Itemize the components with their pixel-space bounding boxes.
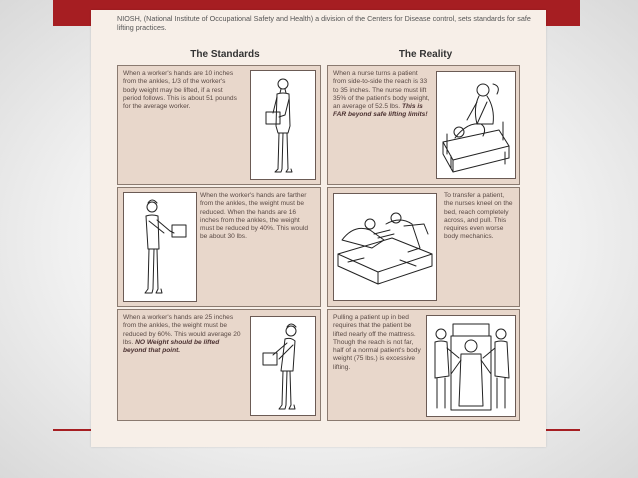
standard-text-3-plain: When a worker's hands are 25 inches from the ankles, the weight must be reduced by 60%. This would average 20 lbs. (123, 314, 241, 346)
worker-bending-forward-illustration (250, 316, 316, 416)
reality-text-1-emphasis: This is FAR beyond safe lifting limits! (333, 103, 428, 119)
reality-text-2: To transfer a patient, the nurses kneel on the bed, reach completely across, and pull. This requires even worse body mechanics. (444, 192, 513, 241)
nurses-kneeling-on-bed-illustration (333, 193, 437, 301)
reality-heading: The Reality (398, 49, 453, 60)
standard-text-3-emphasis: NO Weight should be lifted beyond that point. (123, 338, 220, 355)
divider-right (546, 429, 580, 431)
standard-panel-3 (117, 309, 321, 421)
reality-text-1-plain: When a nurse turns a patient from side-to-side the reach is 33 to 35 inches. The nurse must lift 35% of the patient's body weight, an average of 52.5 lbs. (333, 70, 430, 111)
standards-heading: The Standards (190, 49, 260, 60)
standard-text-2: When the worker's hands are farther from the ankles, the weight must be reduced. When the hands are 16 inches from the ankles, the weight must be reduced by 40%. This would be about 30 lbs. (200, 192, 309, 241)
divider-left (53, 429, 91, 431)
standard-panel-1 (117, 65, 321, 185)
reality-text-1 (333, 70, 431, 120)
reality-panel-1 (327, 65, 520, 185)
worker-reaching-box-illustration (123, 192, 197, 302)
standard-panel-2 (117, 187, 321, 307)
standard-text-1: When a worker's hands are 10 inches from the ankles, 1/3 of the worker's body weight may be lifted, if a rest period follows. This is about 51 pounds for the average worker. (123, 70, 237, 111)
nurses-pulling-patient-up-illustration (426, 315, 516, 417)
reality-panel-2 (327, 187, 520, 307)
nurse-turning-patient-illustration (436, 71, 516, 179)
reality-text-3: Pulling a patient up in bed requires that the patient be lifted nearly off the mattress. Though the reach is not far, half of a normal patient's body weight (75 lbs.) is excessive lifting. (333, 314, 421, 371)
standard-text-3 (123, 314, 241, 355)
worker-lifting-box-illustration (250, 70, 316, 180)
reality-panel-3 (327, 309, 520, 421)
slide-image (91, 10, 546, 447)
page-header: NIOSH, (National Institute of Occupational Safety and Health) a division of the Centers for Disease control, sets standards for safe lifting practices. (117, 14, 531, 32)
